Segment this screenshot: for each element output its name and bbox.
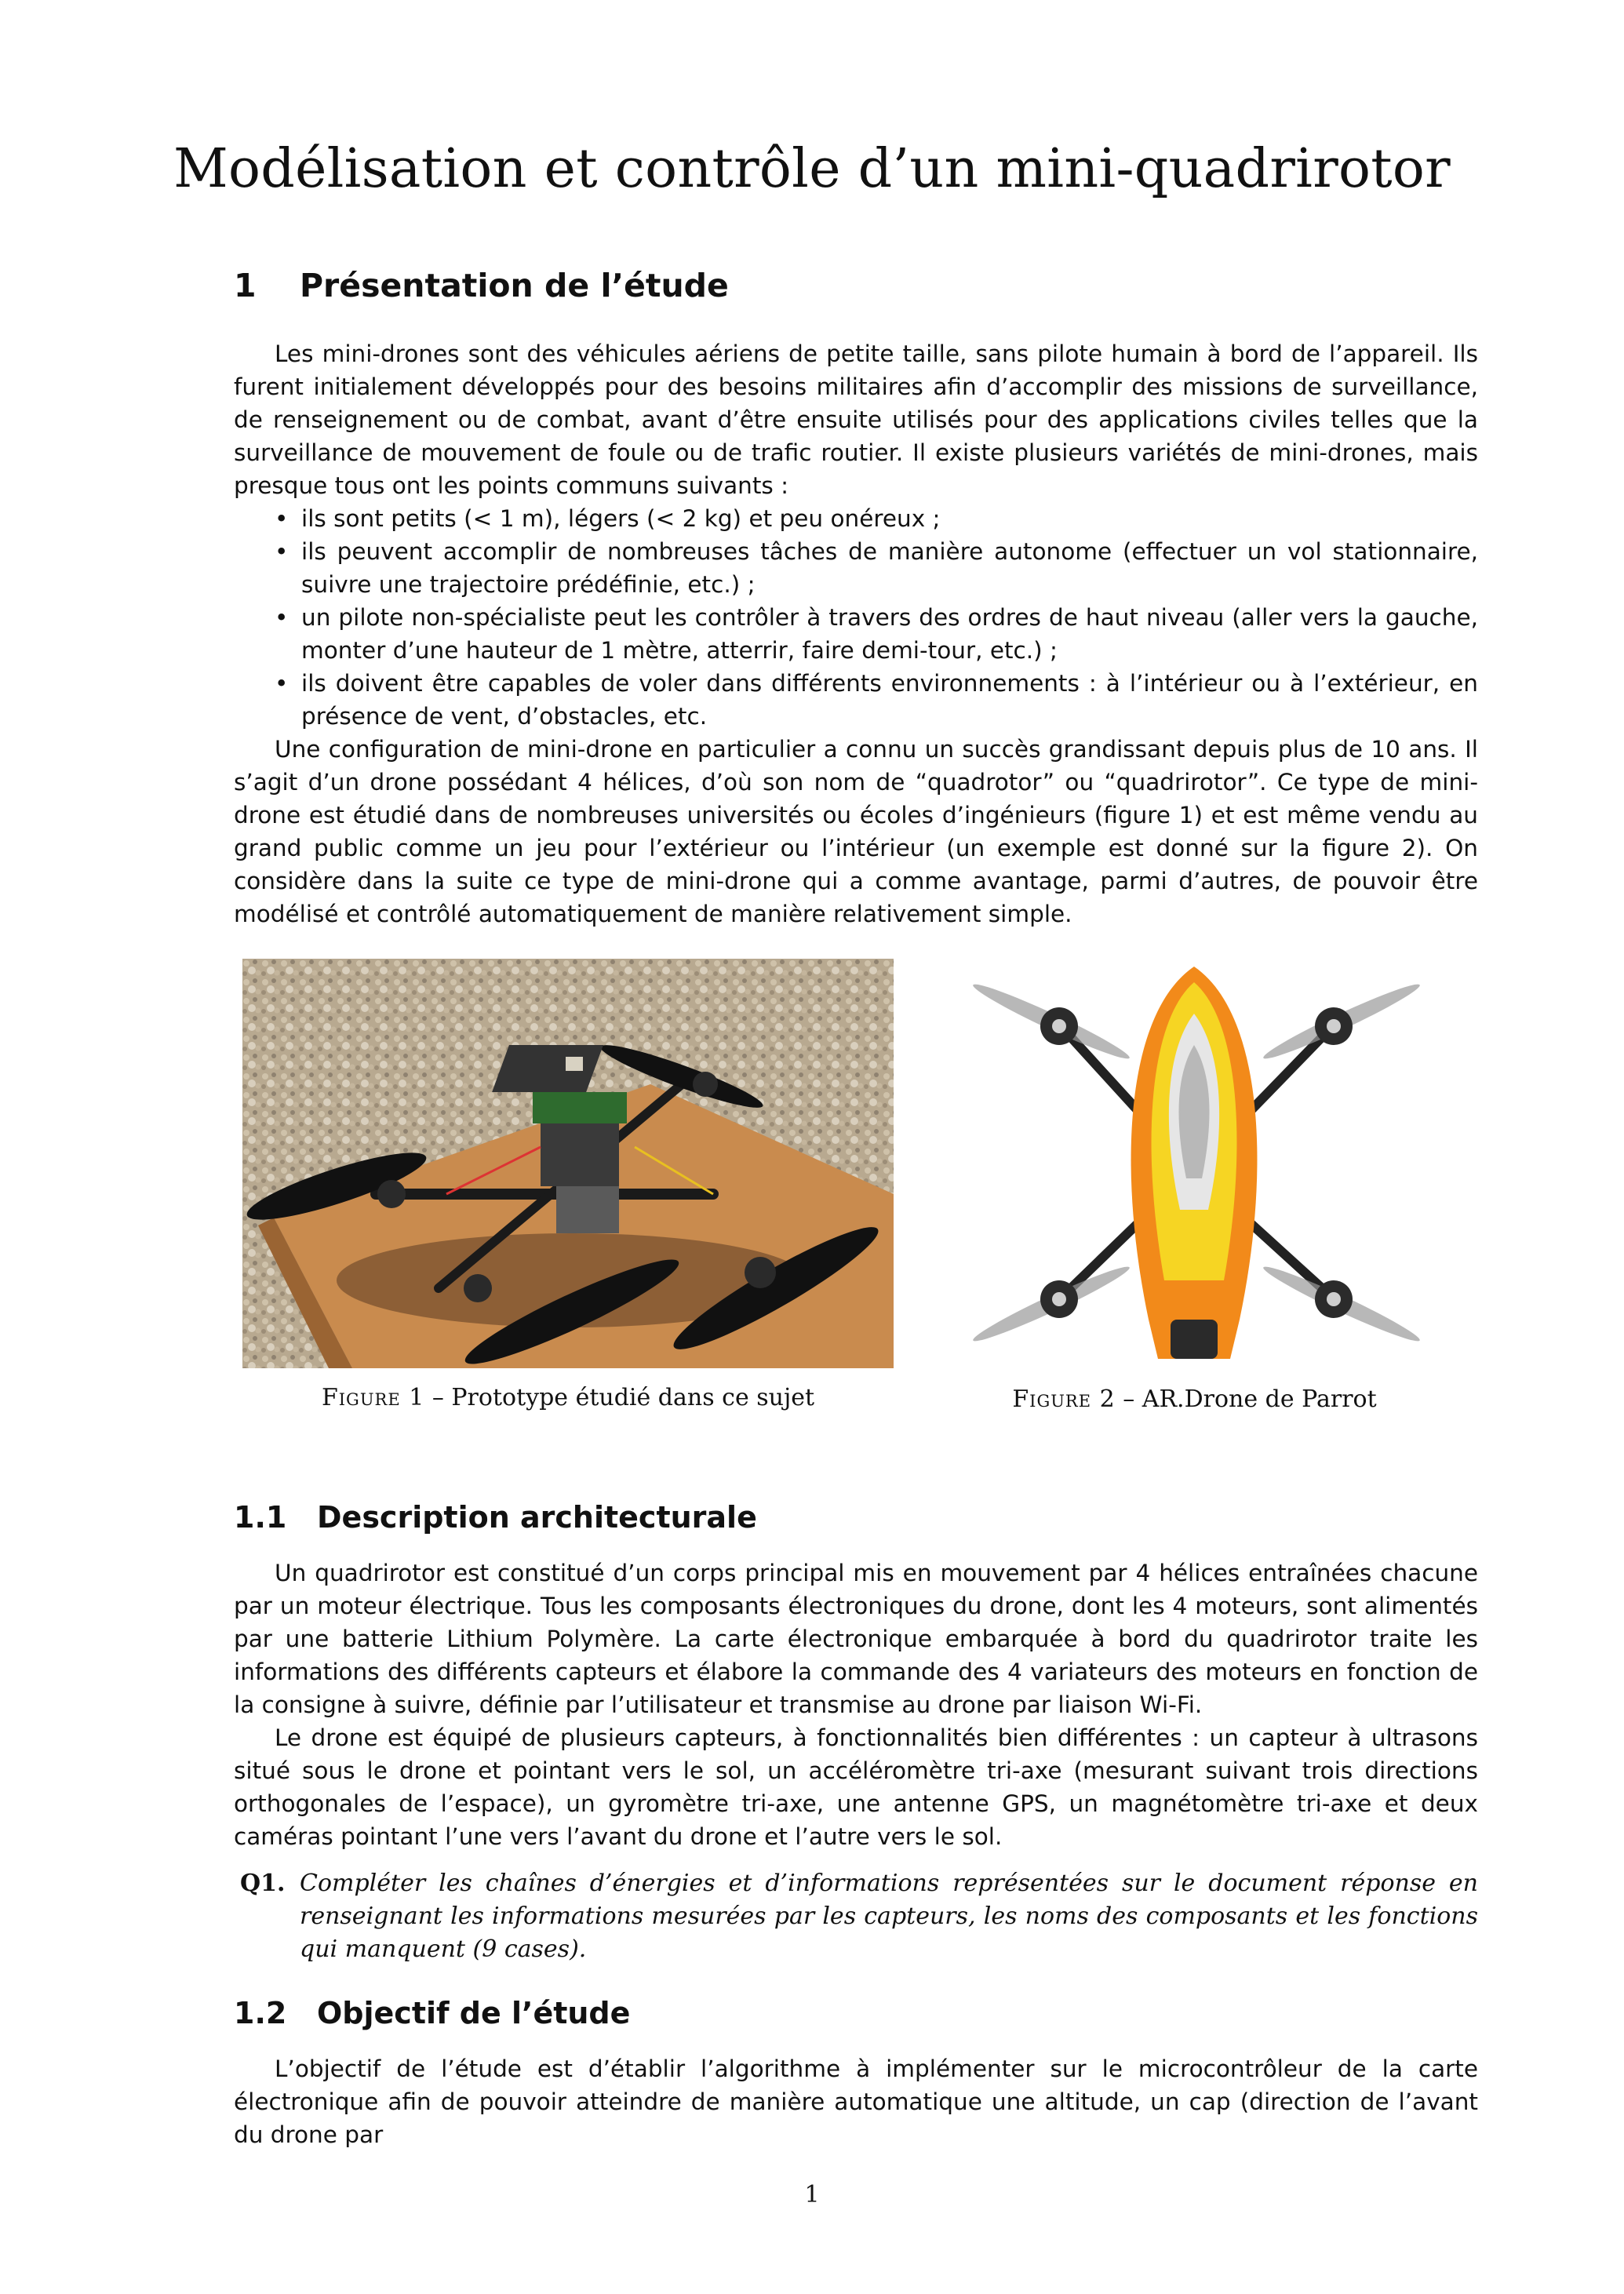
paragraph: L’objectif de l’étude est d’établir l’algorithme à implémenter sur le microcontrôleur de la carte électronique afin de pouvoir atteindre de manière automatique une altitude, un cap (direction de l’avant du drone par	[234, 2055, 1478, 2148]
subsection-title: Objectif de l’étude	[317, 1996, 631, 2030]
subsection-title: Description architecturale	[317, 1500, 757, 1535]
question-text: Compléter les chaînes d’énergies et d’informations représentées sur le document réponse en renseignant les informations mesurées par les capteurs, les noms des composants et les fonctions qui manquent (9 cases).	[300, 1870, 1478, 1963]
list-item: • ils doivent être capables de voler dans différents environnements : à l’intérieur ou à l’extérieur, en présence de vent, d’obstacles, etc.	[234, 667, 1478, 733]
paragraph: Un quadrirotor est constitué d’un corps principal mis en mouvement par 4 hélices entraînées chacune par un moteur électrique. Tous les composants électroniques du drone, dont les 4 moteurs, sont alimentés par une batterie Lithium Polymère. La carte électronique embarquée à bord du quadrirotor traite les informations des différents capteurs et élabore la commande des 4 variateurs des moteurs en fonction de la consigne à suivre, définie par l’utilisateur et transmise au drone par liaison Wi-Fi.	[234, 1560, 1478, 1718]
list-item: • ils peuvent accomplir de nombreuses tâches de manière autonome (effectuer un vol stationnaire, suivre une trajectoire prédéfinie, etc.) ;	[234, 535, 1478, 601]
paragraph: Une configuration de mini-drone en particulier a connu un succès grandissant depuis plus de 10 ans. Il s’agit d’un drone possédant 4 hélices, d’où son nom de “quadrotor” ou “quadrirotor”. Ce type de mini-drone est étudié dans de nombreuses universités ou écoles d’ingénieurs (figure 1) et est même vendu au grand public comme un jeu pour l’extérieur ou l’intérieur (un exemple est donné sur la figure 2). On considère dans la suite ce type de mini-drone qui a comme avantage, parmi d’autres, de pouvoir être modélisé et contrôlé automatiquement de manière relativement simple.	[234, 736, 1478, 927]
ardrone-photo	[965, 951, 1424, 1375]
paragraph: Le drone est équipé de plusieurs capteurs, à fonctionnalités bien différentes : un capteur à ultrasons situé sous le drone et pointant vers le sol, un accéléromètre tri-axe (mesurant suivant trois directions orthogonales de l’espace), un gyromètre tri-axe, une antenne GPS, un magnétomètre tri-axe et deux caméras pointant l’une vers l’avant du drone et l’autre vers le sol.	[234, 1724, 1478, 1850]
bullet-icon: •	[275, 538, 289, 565]
figure-label: Figure 1	[321, 1384, 425, 1411]
list-item: • un pilote non-spécialiste peut les contrôler à travers des ordres de haut niveau (aller vers la gauche, monter d’une hauteur de 1 mètre, atterrir, faire demi-tour, etc.) ;	[234, 601, 1478, 667]
list-item: • ils sont petits (< 1 m), légers (< 2 kg) et peu onéreux ;	[234, 502, 1478, 535]
bullet-icon: •	[275, 670, 289, 697]
section-1-2-body	[234, 2052, 1478, 2151]
section-1-body	[234, 337, 1478, 930]
page-number: 1	[804, 2181, 820, 2208]
subsection-heading	[234, 1500, 757, 1535]
section-title: Présentation de l’étude	[300, 267, 729, 304]
section-1-1-body	[234, 1557, 1478, 1853]
question-1	[234, 1867, 1478, 1966]
bullet-list	[234, 502, 1478, 733]
bullet-icon: •	[275, 604, 289, 631]
figure-label: Figure 2	[1012, 1386, 1116, 1413]
section-number: 1	[234, 267, 257, 304]
subsection-heading	[234, 1996, 630, 2030]
question-label: Q1.	[240, 1870, 286, 1897]
figure-1-caption: Figure 1 – Prototype étudié dans ce sujet	[321, 1384, 815, 1411]
subsection-number: 1.1	[234, 1500, 287, 1535]
figure-2-caption: Figure 2 – AR.Drone de Parrot	[1012, 1386, 1377, 1413]
subsection-number: 1.2	[234, 1996, 287, 2030]
bullet-icon: •	[275, 505, 289, 532]
intro-paragraph: Les mini-drones sont des véhicules aériens de petite taille, sans pilote humain à bord de l’appareil. Ils furent initialement développés pour des besoins militaires afin d’accomplir des missions de surveillance, de renseignement ou de combat, avant d’être ensuite utilisés pour des applications civiles telles que la surveillance de mouvement de foule ou de trafic routier. Il existe plusieurs variétés de mini-drones, mais presque tous ont les points communs suivants :	[234, 340, 1478, 499]
section-heading	[234, 267, 729, 304]
prototype-photo	[242, 959, 894, 1368]
page-title: Modélisation et contrôle d’un mini-quadrirotor	[173, 138, 1451, 200]
